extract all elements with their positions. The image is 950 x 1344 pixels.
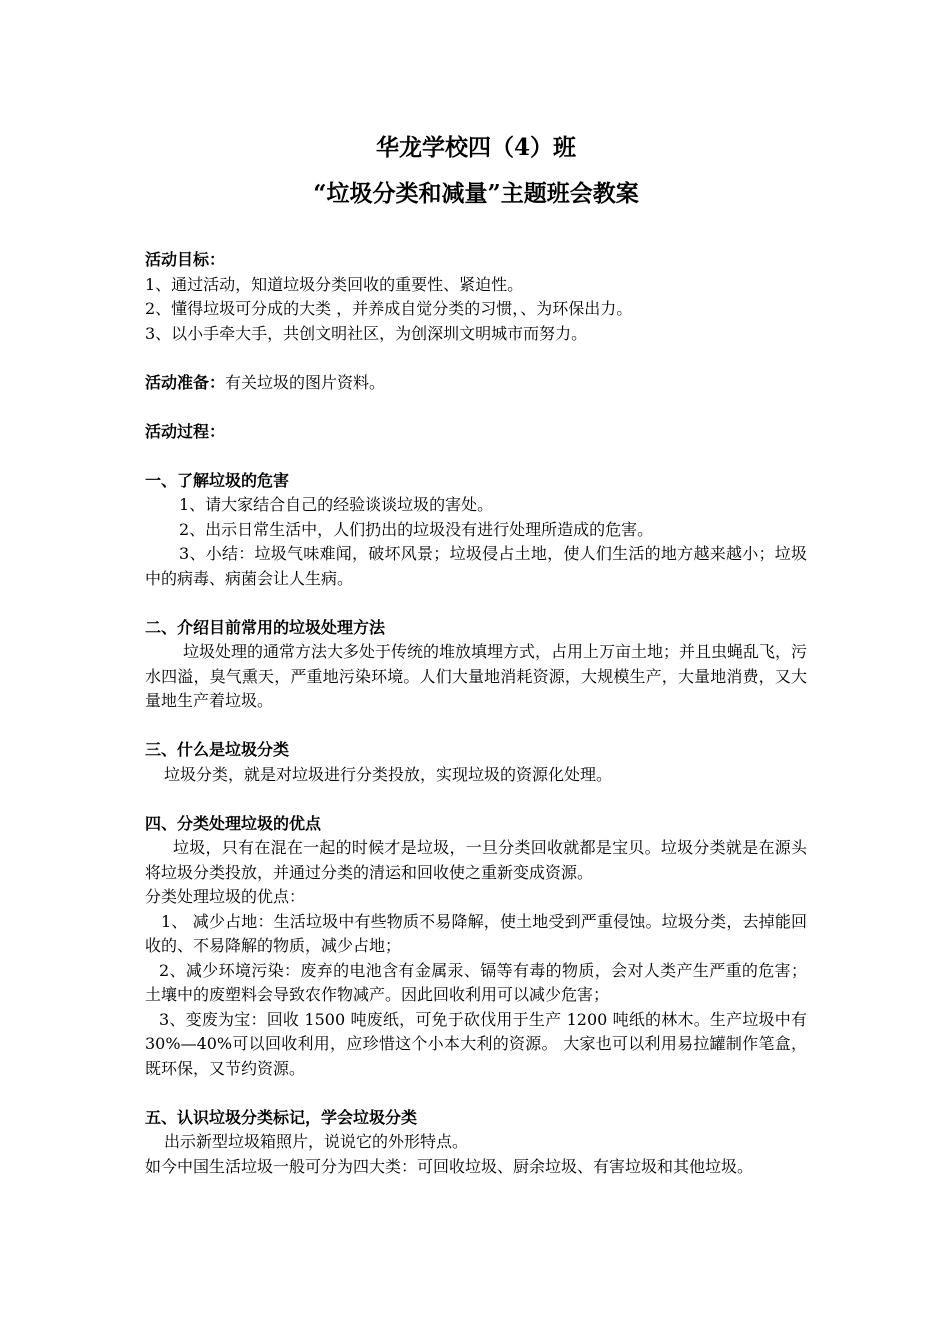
document-subtitle: “垃圾分类和减量”主题班会教案 [313, 180, 639, 207]
section3-text: 垃圾分类，就是对垃圾进行分类投放，实现垃圾的资源化处理。 [164, 764, 613, 784]
section5-text-1: 出示新型垃圾箱照片，说说它的外形特点。 [164, 1132, 469, 1151]
section2-heading: 二、介绍目前常用的垃圾处理方法 [145, 617, 386, 637]
goal-item-3: 3、以小手牵大手，共创文明社区，为创深圳文明城市而努力。 [145, 323, 588, 343]
document-page [145, 128, 807, 1179]
section4-item-3: 3、变废为宝：回收 1500 吨废纸，可免于砍伐用于生产 1200 吨纸的林木。生产垃圾中有 30%—40%可以回收利用，应珍惜这个小本大利的资源。 大家也可以利用易拉罐制作笔盒，既环保，又节约资源。 [145, 1009, 807, 1078]
section4-heading: 四、分类处理垃圾的优点 [145, 813, 322, 833]
goal-item-2: 2、懂得垃圾可分成的大类 ，并养成自觉分类的习惯，、为环保出力。 [145, 299, 633, 318]
section1-item-2: 2、出示日常生活中，人们扔出的垃圾没有进行处理所造成的危害。 [179, 519, 654, 539]
prep-line [145, 371, 807, 396]
goals-heading: 活动目标： [145, 250, 226, 269]
document-title: 华龙学校四（4）班 [375, 134, 576, 161]
prep-text: 有关垃圾的图片资料。 [225, 372, 386, 392]
section1-item-1: 1、请大家结合自己的经验谈谈垃圾的害处。 [179, 495, 494, 514]
prep-label: 活动准备： [145, 372, 226, 392]
section2-text: 垃圾处理的通常方法大多处于传统的堆放填埋方式，占用上万亩土地；并且虫蝇乱飞，污水四溢，臭气熏天，严重地污染环境。人们大量地消耗资源，大规模生产，大量地消费，又大量地生产着垃圾。 [145, 642, 808, 710]
process-heading: 活动过程： [145, 421, 226, 441]
section3-heading: 三、什么是垃圾分类 [145, 740, 290, 759]
section4-intro: 垃圾，只有在混在一起的时候才是垃圾，一旦分类回收就都是宝贝。垃圾分类就是在源头将垃圾分类投放，并通过分类的清运和回收使之重新变成资源。 [145, 838, 807, 882]
section5-text-2: 如今中国生活垃圾一般可分为四大类：可回收垃圾、厨余垃圾、有害垃圾和其他垃圾。 [145, 1156, 754, 1176]
section4-item-2: 2、减少环境污染：废弃的电池含有金属汞、镉等有毒的物质，会对人类产生严重的危害；土壤中的废塑料会导致农作物减产。因此回收利用可以减少危害； [145, 960, 807, 1004]
section4-sub: 分类处理垃圾的优点： [145, 887, 306, 906]
section4-item-1: 1、 减少占地：生活垃圾中有些物质不易降解，使土地受到严重侵蚀。垃圾分类，去掉能回收的、不易降解的物质，减少占地； [145, 911, 807, 955]
goal-item-1: 1、通过活动，知道垃圾分类回收的重要性、紧迫性。 [145, 274, 524, 294]
section1-item-3: 3、小结：垃圾气味难闻，破坏风景；垃圾侵占土地，使人们生活的地方越来越小；垃圾中的病毒、病菌会让人生病。 [145, 544, 807, 588]
section1-heading: 一、了解垃圾的危害 [145, 470, 290, 490]
section5-heading: 五、认识垃圾分类标记，学会垃圾分类 [145, 1107, 418, 1127]
